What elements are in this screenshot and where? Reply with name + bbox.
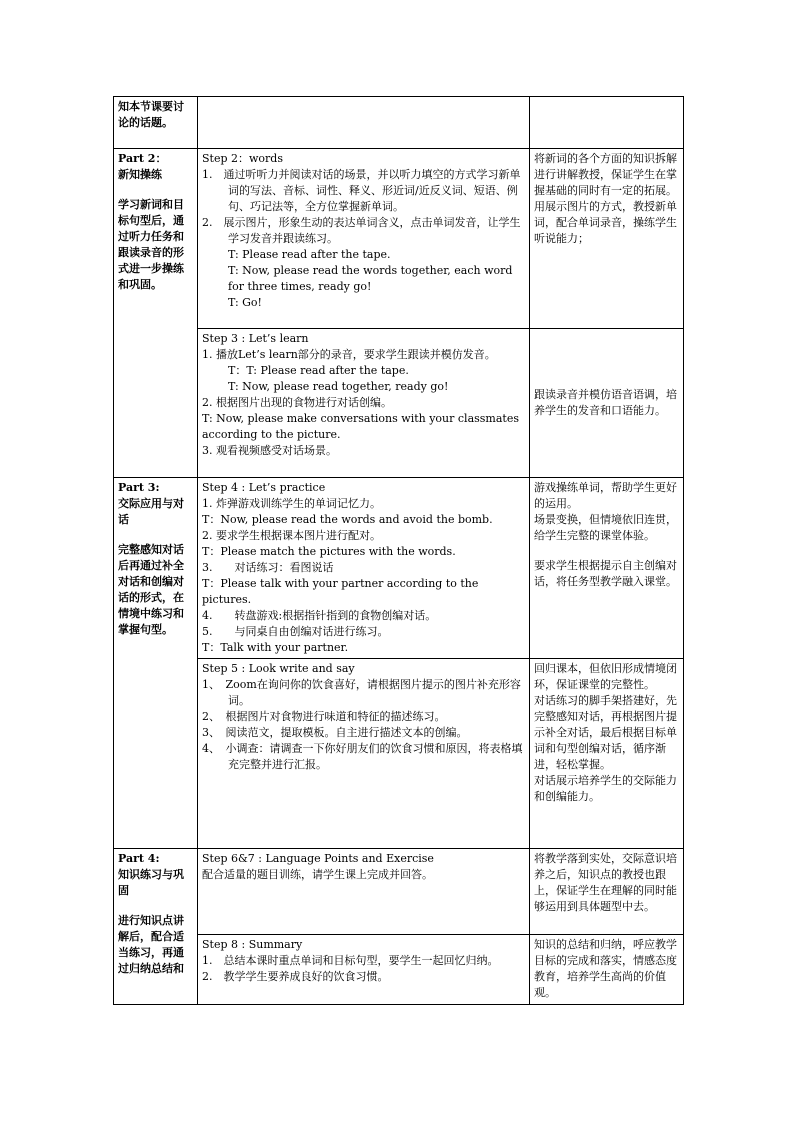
teacher-line: T：Talk with your partner. bbox=[202, 641, 349, 654]
steps-cell bbox=[198, 935, 530, 1005]
table-row bbox=[114, 935, 684, 1005]
teacher-line: T：Please match the pictures with the words. bbox=[202, 545, 456, 558]
steps-cell bbox=[198, 97, 530, 149]
teacher-line: T：Now, please read the words and avoid the bomb. bbox=[202, 513, 493, 526]
note-text: 跟读录音并模仿语音语调，培养学生的发音和口语能力。 bbox=[534, 388, 677, 417]
step-title: Step 5 : Look write and say bbox=[202, 662, 355, 675]
step-item: 5. 与同桌自由创编对话进行练习。 bbox=[202, 625, 389, 638]
part-desc: 完整感知对话后再通过补全对话和创编对话的形式，在情境中练习和掌握句型。 bbox=[118, 543, 184, 636]
step-item: 4. 转盘游戏:根据指针指到的食物创编对话。 bbox=[202, 609, 437, 622]
step-item: 2、 根据图片对食物进行味道和特征的描述练习。 bbox=[202, 710, 446, 723]
table-row bbox=[114, 659, 684, 849]
teacher-line: T: Go! bbox=[228, 296, 262, 309]
steps-cell bbox=[198, 478, 530, 659]
note-text: 对话练习的脚手架搭建好，先完整感知对话，再根据图片提示补全对话，最后根据目标单词和句型创编对话，循序渐进，轻松掌握。 bbox=[534, 694, 677, 771]
step-title: Step 3 : Let’s learn bbox=[202, 332, 309, 345]
teacher-line: T：Please talk with your partner according to the pictures. bbox=[202, 577, 479, 606]
step-item: 1. 通过听听力并阅读对话的场景，并以听力填空的方式学习新单词的写法、音标、词性、释义、形近词/近反义词、短语、例句、巧记法等，全方位掌握新单词。 bbox=[202, 168, 521, 213]
part-cell bbox=[114, 149, 198, 478]
part-cell bbox=[114, 478, 198, 849]
part-desc: 知本节课要讨论的话题。 bbox=[118, 100, 184, 129]
step-item: 2. 展示图片，形象生动的表达单词含义，点击单词发音，让学生学习发音并跟读练习。 bbox=[202, 216, 521, 245]
notes-cell bbox=[530, 849, 684, 935]
note-text: 将教学落到实处，交际意识培养之后，知识点的教授也跟上，保证学生在理解的同时能够运用到具体题型中去。 bbox=[534, 852, 677, 913]
part-subtitle: 新知操练 bbox=[118, 168, 162, 181]
note-text: 场景变换，但情境依旧连贯，给学生完整的课堂体验。 bbox=[534, 513, 677, 542]
note-text: 游戏操练单词，帮助学生更好的运用。 bbox=[534, 481, 677, 510]
note-text: 回归课本，但依旧形成情境闭环，保证课堂的完整性。 bbox=[534, 662, 677, 691]
part-title: Part 4: bbox=[118, 852, 160, 865]
table-row bbox=[114, 478, 684, 659]
step-title: Step 4 : Let’s practice bbox=[202, 481, 326, 494]
notes-cell bbox=[530, 478, 684, 659]
steps-cell bbox=[198, 659, 530, 849]
part-desc: 学习新词和目标句型后，通过听力任务和跟读录音的形式进一步操练和巩固。 bbox=[118, 198, 184, 291]
part-desc: 进行知识点讲解后，配合适当练习，再通过归纳总结和 bbox=[118, 914, 184, 975]
step-item: 1、 Zoom在询问你的饮食喜好，请根据图片提示的图片补充形容词。 bbox=[202, 678, 521, 707]
teacher-line: T: Now, please read together, ready go! bbox=[228, 380, 449, 393]
note-text: 对话展示培养学生的交际能力和创编能力。 bbox=[534, 774, 677, 803]
notes-cell bbox=[530, 97, 684, 149]
part-subtitle: 交际应用与对话 bbox=[118, 497, 184, 526]
step-item: 3. 对话练习：看图说话 bbox=[202, 561, 334, 574]
step-title: Step 2：words bbox=[202, 152, 283, 165]
notes-cell bbox=[530, 659, 684, 849]
step-item: 4、 小调查：请调查一下你好朋友们的饮食习惯和原因，将表格填充完整并进行汇报。 bbox=[202, 742, 523, 771]
table-row bbox=[114, 149, 684, 329]
notes-cell bbox=[530, 149, 684, 329]
part-title: Part 2： bbox=[118, 152, 167, 165]
step-item: 配合适量的题目训练，请学生课上完成并回答。 bbox=[202, 868, 433, 881]
notes-cell bbox=[530, 935, 684, 1005]
steps-cell bbox=[198, 849, 530, 935]
steps-cell bbox=[198, 329, 530, 478]
step-item: 1. 总结本课时重点单词和目标句型，要学生一起回忆归纳。 bbox=[202, 954, 499, 967]
step-item: 3. 观看视频感受对话场景。 bbox=[202, 444, 337, 457]
step-title: Step 6&7 : Language Points and Exercise bbox=[202, 852, 434, 865]
teacher-line: T: Please read after the tape. bbox=[228, 248, 391, 261]
teacher-line: T: Now, please read the words together, each word for three times, ready go! bbox=[228, 264, 513, 293]
part-subtitle: 知识练习与巩固 bbox=[118, 868, 184, 897]
part-cell bbox=[114, 849, 198, 1005]
teacher-line: T：T: Please read after the tape. bbox=[228, 364, 409, 377]
note-text: 知识的总结和归纳，呼应教学目标的完成和落实，情感态度教育，培养学生高尚的价值观。 bbox=[534, 938, 677, 999]
note-text: 将新词的各个方面的知识拆解进行讲解教授，保证学生在掌握基础的同时有一定的拓展。 bbox=[534, 152, 677, 197]
steps-cell bbox=[198, 149, 530, 329]
step-item: 1. 炸弹游戏训练学生的单词记忆力。 bbox=[202, 497, 381, 510]
teacher-line: T: Now, please make conversations with your classmates according to the picture. bbox=[202, 412, 519, 441]
table-row bbox=[114, 329, 684, 478]
step-item: 2. 根据图片出现的食物进行对话创编。 bbox=[202, 396, 392, 409]
note-text: 要求学生根据提示自主创编对话，将任务型教学融入课堂。 bbox=[534, 559, 677, 588]
notes-cell bbox=[530, 329, 684, 478]
part-cell bbox=[114, 97, 198, 149]
step-item: 2. 教学学生要养成良好的饮食习惯。 bbox=[202, 970, 389, 983]
step-item: 3、 阅读范文，提取模板。自主进行描述文本的创编。 bbox=[202, 726, 468, 739]
step-title: Step 8 : Summary bbox=[202, 938, 303, 951]
step-item: 1. 播放Let’s learn部分的录音，要求学生跟读并模仿发音。 bbox=[202, 348, 496, 361]
part-title: Part 3: bbox=[118, 481, 160, 494]
step-item: 2. 要求学生根据课本图片进行配对。 bbox=[202, 529, 381, 542]
lesson-plan-table bbox=[113, 96, 684, 1005]
table-row bbox=[114, 97, 684, 149]
note-text: 用展示图片的方式，教授新单词，配合单词录音，操练学生听说能力； bbox=[534, 200, 677, 245]
table-row bbox=[114, 849, 684, 935]
